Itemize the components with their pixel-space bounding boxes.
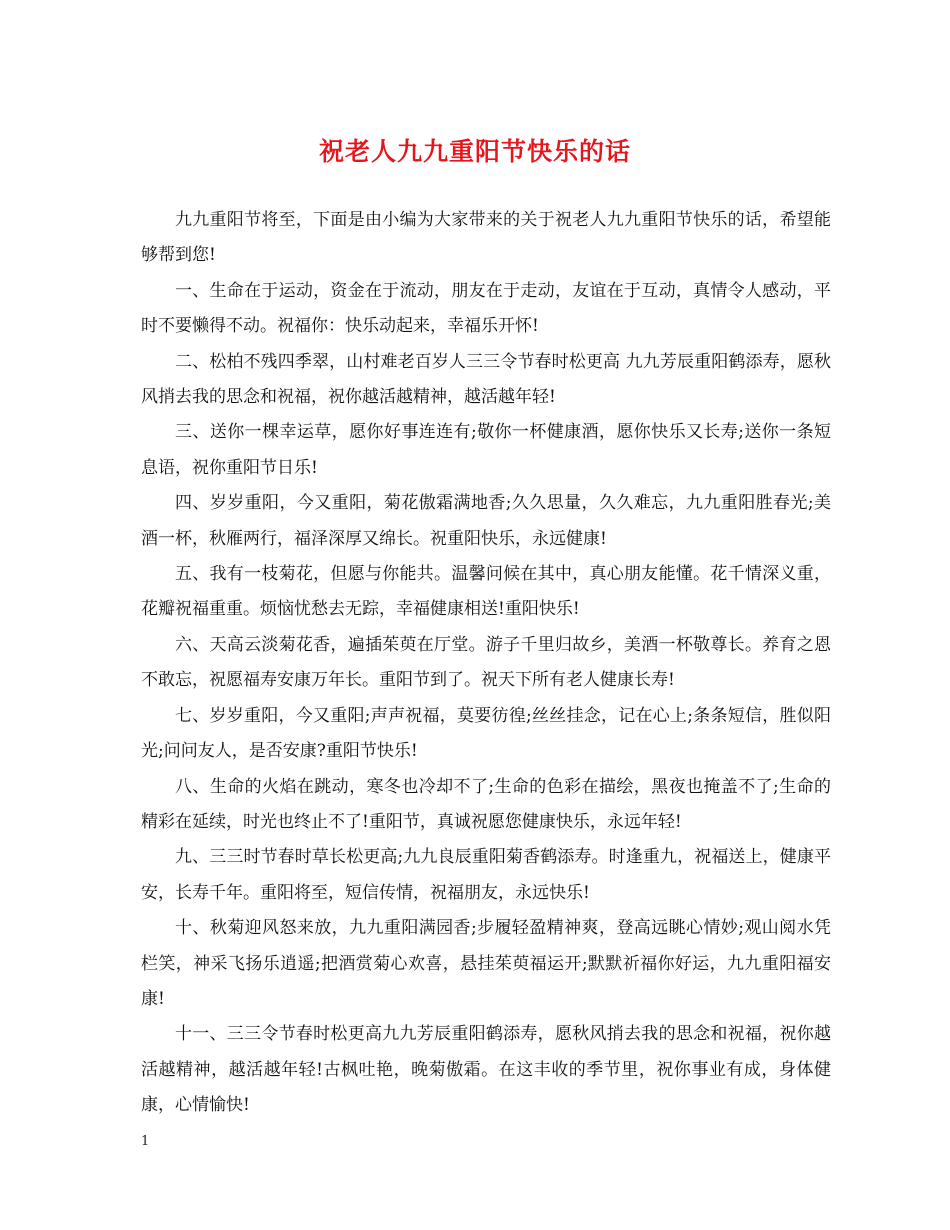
paragraph-11: 十一、三三令节春时松更高九九芳辰重阳鹤添寿，愿秋风捎去我的思念和祝福，祝你越活越精神，越活越年轻!古枫吐艳，晚菊傲霜。在这丰收的季节里，祝你事业有成，身体健康，心情愉快! — [141, 1024, 831, 1116]
paragraph-10: 十、秋菊迎风怒来放，九九重阳满园香;步履轻盈精神爽，登高远眺心情妙;观山阅水凭栏笑，神采飞扬乐逍遥;把酒赏菊心欢喜，悬挂茱萸福运开;默默祈福你好运，九九重阳福安康! — [141, 918, 831, 1009]
paragraph-9: 九、三三时节春时草长松更高;九九良辰重阳菊香鹤添寿。时逢重九，祝福送上，健康平安，长寿千年。重阳将至，短信传情，祝福朋友，永远快乐! — [141, 847, 831, 903]
page-number: 1 — [141, 1134, 150, 1149]
paragraph-2: 二、松柏不残四季翠，山村难老百岁人三三令节春时松更高 九九芳辰重阳鹤添寿，愿秋风捎去我的思念和祝福，祝你越活越精神，越活越年轻! — [141, 351, 831, 408]
paragraph-intro: 九九重阳节将至，下面是由小编为大家带来的关于祝老人九九重阳节快乐的话，希望能够帮到您! — [141, 210, 831, 266]
paragraph-6: 六、天高云淡菊花香，遍插茱萸在厅堂。游子千里归故乡，美酒一杯敬尊长。养育之恩不敢忘，祝愿福寿安康万年长。重阳节到了。祝天下所有老人健康长寿! — [141, 634, 831, 691]
paragraph-8: 八、生命的火焰在跳动，寒冬也冷却不了;生命的色彩在描绘，黑夜也掩盖不了;生命的精彩在延续，时光也终止不了!重阳节，真诚祝愿您健康快乐，永远年轻! — [141, 776, 831, 832]
paragraph-7: 七、岁岁重阳，今又重阳;声声祝福，莫要彷徨;丝丝挂念，记在心上;条条短信，胜似阳光;问问友人，是否安康?重阳节快乐! — [141, 705, 831, 762]
document-title: 祝老人九九重阳节快乐的话 — [318, 137, 631, 166]
paragraph-3: 三、送你一棵幸运草，愿你好事连连有;敬你一杯健康酒，愿你快乐又长寿;送你一条短息语，祝你重阳节日乐! — [141, 422, 831, 478]
paragraph-1: 一、生命在于运动，资金在于流动，朋友在于走动，友谊在于互动，真情令人感动，平时不要懒得不动。祝福你：快乐动起来，幸福乐开怀! — [141, 280, 831, 337]
paragraph-5: 五、我有一枝菊花，但愿与你能共。温馨问候在其中，真心朋友能懂。花千情深义重，花瓣祝福重重。烦恼忧愁去无踪，幸福健康相送!重阳快乐! — [141, 564, 831, 620]
document-body — [141, 203, 831, 1124]
paragraph-4: 四、岁岁重阳，今又重阳，菊花傲霜满地香;久久思量，久久难忘，九九重阳胜春光;美酒一杯，秋雁两行，福泽深厚又绵长。祝重阳快乐，永远健康! — [141, 493, 831, 549]
